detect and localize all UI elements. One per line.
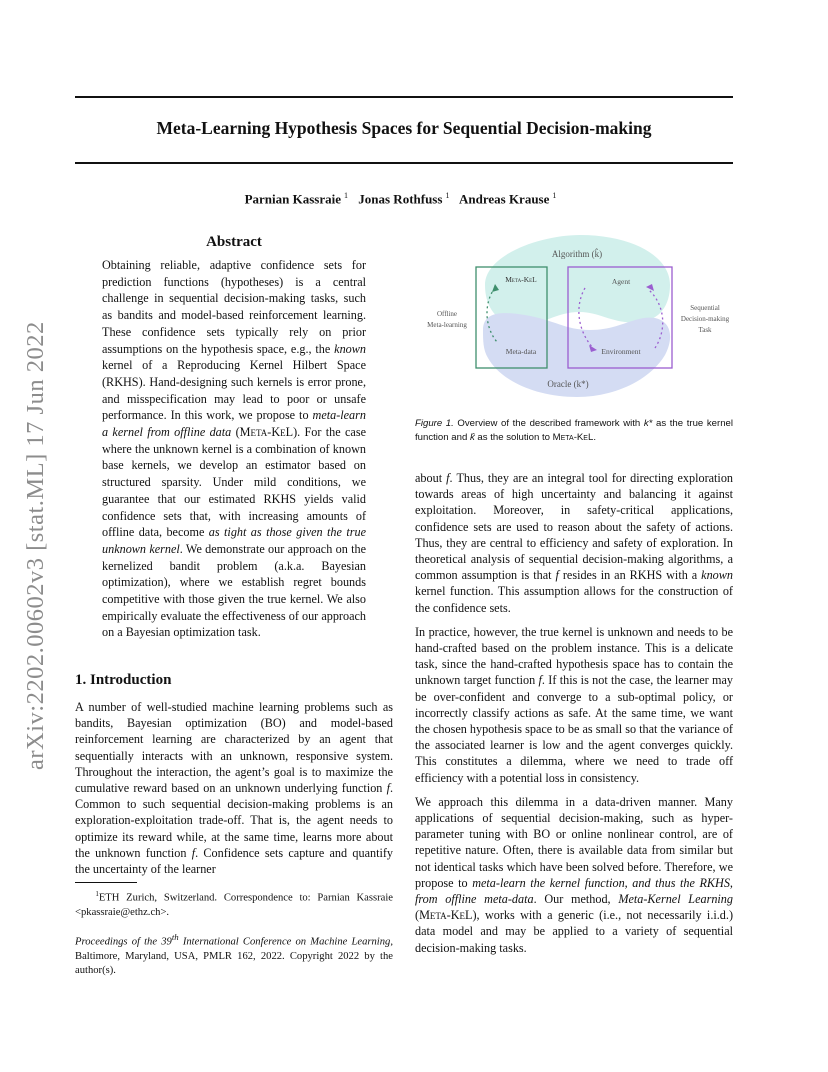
sequential-label-2: Decision-making [680,315,730,323]
offline-label-2: Meta-learning [427,321,467,329]
paragraph: about f. Thus, they are an integral tool for directing exploration towards areas of high uncertainty and balancing it against exploitation. Moreover, in safety-critical applications, confidence sets are used to reason about the safety of actions. Thus, they are central to efficiency and safety of exploration. In theoretical analysis of sequential decision-making algorithms, a common assumption is that f resides in an RKHS with a known kernel function. This assumption allows for the construction of the confidence sets. [415,471,734,615]
proceedings-note: Proceedings of the 39th International Conference on Machine Learning, Baltimore, Maryland, USA, PMLR 162, 2022. Copyright 2022 by the author(s). [75,932,393,976]
author-name: Andreas Krause [458,191,550,207]
section-heading: 1. Introduction [75,672,172,688]
author-name: Jonas Rothfuss [358,191,443,207]
footnote: $^1$ETH Zurich, Switzerland. Correspondence to: Parnian Kassraie <pkassraie@ethz.ch>. [75,890,393,918]
abstract-text: Obtaining reliable, adaptive confidence sets for prediction functions (hypotheses) is a central challenge in sequential decision-making tasks, such as bandits and model-based reinforcement learning. These confidence sets typically rely on prior assumptions on the hypothesis space, e.g., the known kernel of a Reproducing Kernel Hilbert Space (RKHS). Hand-designing such kernels is error prone, and misspecification may lead to poor or unsafe performance. In this work, we propose to meta-learn a kernel from offline data (Meta-KeL). For the case where the unknown kernel is a combination of known base kernels, we develop an estimator based on structured sparsity. Under mild conditions, we guarantee that our estimated RKHS yields valid confidence sets that, with increasing amounts of offline data, become as tight as those given the true unknown kernel. We demonstrate our approach on the kernelized bandit problem (a.k.a. Bayesian optimization), where we establish regret bounds competitive with those given the true kernel. We also empirically evaluate the effectiveness of our approach on a Bayesian optimization task. [102,258,366,640]
sequential-label-1: Sequential [690,304,720,312]
intro-text: A number of well-studied machine learning problems such as bandits, Bayesian optimization (BO) and model-based reinforcement learning are characterized by an agent that sequentially interacts with an unknown, responsive system. Throughout the interaction, the agent’s goal is to maximize the cumulative reward based on an unknown underlying function f. Common to such sequential decision-making problems is an exploration-exploitation trade-off. That is, the agent needs to optimize its reward while, at the same time, learns more about the unknown function f. Confidence sets capture and quantify the uncertainty of the learner [75,700,394,877]
paragraph: In practice, however, the true kernel is unknown and needs to be hand-crafted based on the problem instance. This is a delicate task, since the hand-crafted hypothesis space has to contain the unknown target function f. If this is not the case, the learner may be over-confident and converge to a sub-optimal policy, or incorrectly classify actions as safe. At the same time, we want the chosen hypothesis space to be as small so that the variance of the associated learner is low and the agent converges quickly. This constitutes a dilemma, where we need to trade off efficiency with a potential loss in consistency. [415,624,733,785]
framework-figure [415,230,735,400]
affiliation-mark: 1 [552,191,557,200]
title-rule-top [75,96,733,98]
affiliation-mark: 1 [445,191,450,200]
metadata-label: Meta-data [505,347,537,356]
paragraph: We approach this dilemma in a data-driven manner. Many applications of sequential decision-making, such as hyper-parameter tuning with BO or online nonlinear control, are of repetitive nature. Often, there is available data from similar but not identical tasks which have been solved before. Therefore, we propose to meta-learn the kernel function, and thus the RKHS, from offline meta-data. Our method, Meta-Kernel Learning (Meta-KeL), works with a generic (i.e., not necessarily i.i.d.) data model and may be applied to a variety of sequential decision-making tasks. [415,794,733,955]
offline-label-1: Offline [436,310,458,318]
algorithm-label: Algorithm (k̂) [551,249,603,259]
title-rule-bottom [75,162,733,164]
paper-title: Meta-Learning Hypothesis Spaces for Sequential Decision-making [156,118,652,138]
figure-caption: Figure 1. Overview of the described framework with k* as the true kernel function and k̂ as the solution to Meta-KeL. [415,418,733,443]
abstract-heading: Abstract [206,234,262,250]
author-name: Parnian Kassraie [244,191,342,207]
oracle-label: Oracle (k*) [547,379,589,389]
metakel-label: Meta-KeL [505,275,537,284]
author-list [75,191,733,207]
footnote-rule [75,882,137,883]
method-name: Meta-KeL [239,425,294,440]
right-column-text [415,470,733,964]
agent-label: Agent [611,277,631,286]
arxiv-stamp: arXiv:2202.00602v3 [stat.ML] 17 Jun 2022 [22,321,49,770]
environment-label: Environment [601,347,641,356]
affiliation-mark: 1 [344,191,349,200]
sequential-label-3: Task [698,326,712,334]
